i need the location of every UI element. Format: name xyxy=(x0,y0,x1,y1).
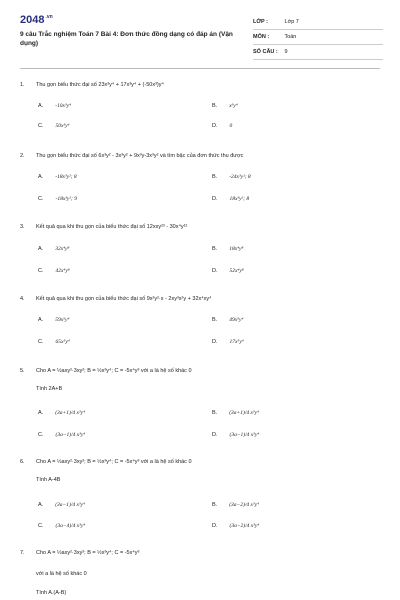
logo-suffix: .vn xyxy=(45,14,53,20)
logo-text: 2048 xyxy=(20,14,45,26)
option-letter: B. xyxy=(212,502,218,508)
option-text: -18x³y²; 9 xyxy=(55,196,77,202)
option-text: 17x⁵y⁴ xyxy=(229,339,244,345)
option-letter: C. xyxy=(38,268,44,274)
option-b[interactable] xyxy=(212,410,259,416)
option-letter: A. xyxy=(38,502,44,508)
option-a[interactable] xyxy=(38,174,77,180)
option-text: (3a−1)/4 x³y⁴ xyxy=(229,432,260,438)
option-letter: B. xyxy=(212,410,218,416)
option-letter: C. xyxy=(38,123,44,129)
option-letter: B. xyxy=(212,103,218,109)
option-a[interactable] xyxy=(38,246,69,252)
meta-value: Toán xyxy=(284,34,297,40)
option-b[interactable] xyxy=(212,317,243,323)
question-number: 4. xyxy=(20,296,25,302)
option-d[interactable] xyxy=(212,339,244,345)
option-text: 32x⁴y⁸ xyxy=(55,246,70,252)
option-d[interactable] xyxy=(212,196,249,202)
option-letter: A. xyxy=(38,246,44,252)
option-c[interactable] xyxy=(38,123,69,129)
option-letter: C. xyxy=(38,339,44,345)
option-b[interactable] xyxy=(212,246,243,252)
option-text: 59x⁵y⁴ xyxy=(55,317,70,323)
option-text: (3a−4)/4 x³y⁴ xyxy=(55,523,86,529)
question-stem: Kết quả qua khi thu gọn của biểu thức đại số 9x²y²·x - 2xy³x²y + 32x⁴xy⁴ xyxy=(36,296,212,302)
option-letter: D. xyxy=(212,432,218,438)
option-c[interactable] xyxy=(38,196,77,202)
option-text: 49x⁵y⁴ xyxy=(229,317,244,323)
option-letter: D. xyxy=(212,339,218,345)
option-text: -10x³y⁴ xyxy=(55,103,71,109)
question-stem: Cho A = ½axy²·3xy²; B = ½x³y⁴; C = -5x⁴y³ xyxy=(36,550,140,556)
option-letter: D. xyxy=(212,196,218,202)
meta-panel xyxy=(253,18,383,63)
option-letter: C. xyxy=(38,523,44,529)
option-letter: B. xyxy=(212,246,218,252)
option-text: (3a−1)/4 x³y⁴ xyxy=(55,502,85,508)
question-stem: Cho A = ½axy²·3xy²; B = ½x³y⁴; C = -5x⁴y³ với a là hệ số khác 0 xyxy=(36,368,192,374)
option-b[interactable] xyxy=(212,103,238,109)
option-text: (3a−1)/4 x³y⁴ xyxy=(55,432,86,438)
option-d[interactable] xyxy=(212,523,259,529)
question-number: 7. xyxy=(20,550,25,556)
option-a[interactable] xyxy=(38,103,71,109)
option-c[interactable] xyxy=(38,339,70,345)
meta-label: SỐ CÂU : xyxy=(253,49,278,55)
header-divider xyxy=(20,68,380,69)
meta-label: MÔN : xyxy=(253,34,270,40)
meta-row-class xyxy=(253,18,383,30)
option-c[interactable] xyxy=(38,523,85,529)
option-text: (3a−2)/4 x³y⁴ xyxy=(229,523,260,529)
meta-value: Lớp 7 xyxy=(284,19,299,25)
option-letter: A. xyxy=(38,174,44,180)
question-subtask: Tính A.(A-B) xyxy=(36,590,67,596)
option-letter: D. xyxy=(212,123,218,129)
option-text: (3a+1)/4 x³y⁴ xyxy=(55,410,85,416)
question-condition: với a là hệ số khác 0 xyxy=(36,571,87,577)
option-text: 50x³y⁴ xyxy=(55,123,70,129)
option-d[interactable] xyxy=(212,123,232,129)
option-a[interactable] xyxy=(38,502,85,508)
page-title: 9 câu Trắc nghiệm Toán 7 Bài 4: Đơn thức đồng dạng có đáp án (Vận dụng) xyxy=(20,31,233,47)
option-letter: A. xyxy=(38,410,44,416)
logo[interactable] xyxy=(20,14,53,26)
option-a[interactable] xyxy=(38,317,69,323)
option-text: -24x³y²; 8 xyxy=(229,174,251,180)
meta-row-subject xyxy=(253,33,383,45)
option-letter: B. xyxy=(212,317,218,323)
option-d[interactable] xyxy=(212,432,259,438)
question-stem: Thu gọn biểu thức đại số 23x³y⁴ + 17x³y⁴ + (-50x³)y⁴ xyxy=(36,82,164,88)
meta-label: LỚP : xyxy=(253,19,268,25)
option-text: (3a+1)/4 x³y⁴ xyxy=(229,410,259,416)
option-letter: D. xyxy=(212,523,218,529)
option-letter: A. xyxy=(38,317,44,323)
question-stem: Kết quả qua khi thu gọn của biểu thức đại số 12xxy²³ - 30x⁴y¹² xyxy=(36,224,188,230)
option-text: (3a−2)/4 x³y⁴ xyxy=(229,502,259,508)
question-subtask: Tính 2A+B xyxy=(36,386,63,392)
meta-row-count xyxy=(253,48,383,60)
option-b[interactable] xyxy=(212,502,259,508)
question-subtask: Tính A-4B xyxy=(36,477,61,483)
option-letter: B. xyxy=(212,174,218,180)
option-c[interactable] xyxy=(38,268,70,274)
option-letter: D. xyxy=(212,268,218,274)
option-text: 18x⁴y⁸ xyxy=(229,246,244,252)
question-number: 2. xyxy=(20,153,25,159)
question-number: 5. xyxy=(20,368,25,374)
option-text: 65x⁵y⁴ xyxy=(55,339,70,345)
option-d[interactable] xyxy=(212,268,244,274)
option-letter: A. xyxy=(38,103,44,109)
option-text: 0 xyxy=(229,123,233,129)
option-text: 52x⁴y⁸ xyxy=(229,268,244,274)
question-number: 6. xyxy=(20,459,25,465)
question-stem: Cho A = ½axy²·3xy²; B = ½x³y⁴; C = -5x⁴y³ với a là hệ số khác 0 xyxy=(36,459,192,465)
option-letter: C. xyxy=(38,432,44,438)
meta-value: 9 xyxy=(284,49,288,55)
question-number: 3. xyxy=(20,224,25,230)
option-c[interactable] xyxy=(38,432,85,438)
option-text: -18x³y²; 8 xyxy=(55,174,77,180)
option-text: 42x⁴y⁸ xyxy=(55,268,70,274)
page-header xyxy=(0,0,400,62)
question-stem: Thu gọn biểu thức đại số 6x³y² - 3x³y² + 9x³y-3x³y² và tìm bậc của đơn thức thu được xyxy=(36,153,244,159)
option-b[interactable] xyxy=(212,174,251,180)
option-letter: C. xyxy=(38,196,44,202)
option-text: 18x³y²; 8 xyxy=(229,196,250,202)
question-number: 1. xyxy=(20,82,25,88)
option-text: x³y⁴ xyxy=(229,103,238,109)
option-a[interactable] xyxy=(38,410,85,416)
